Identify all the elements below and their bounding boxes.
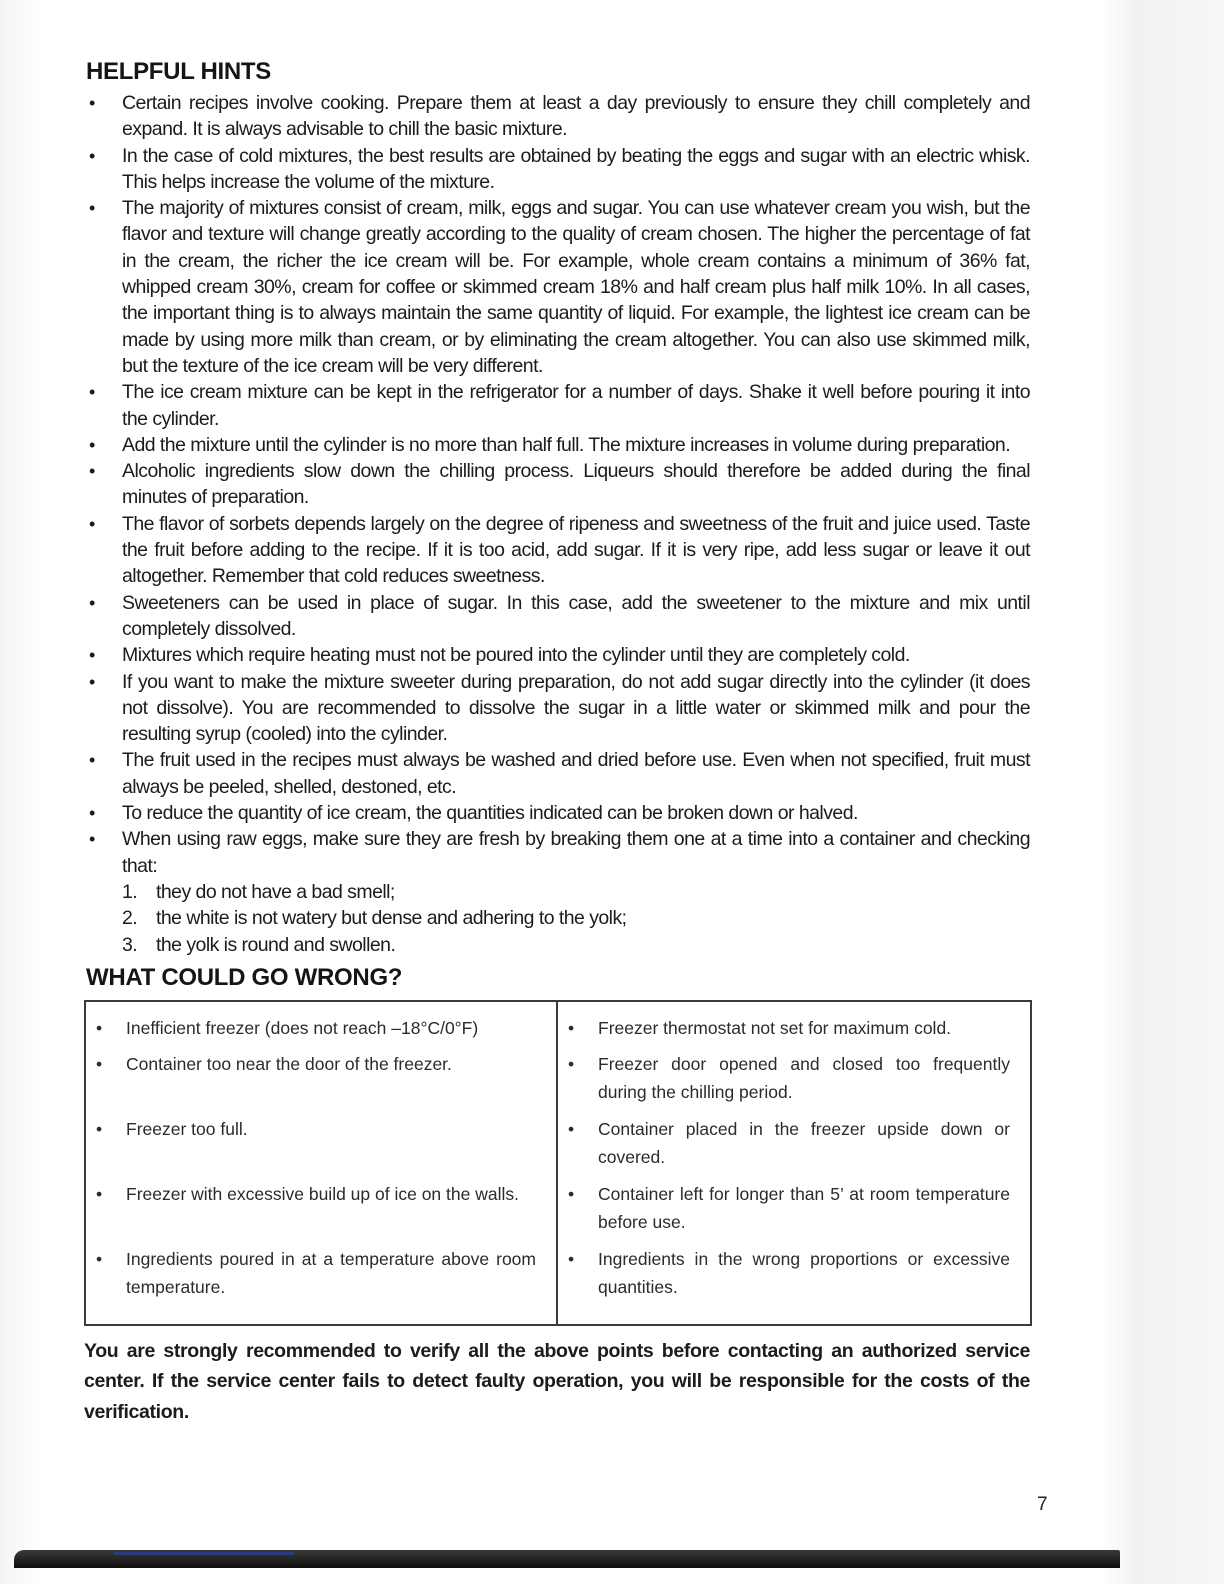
what-could-go-wrong-heading: WHAT COULD GO WRONG?	[86, 963, 403, 991]
bullet-icon: •	[568, 1248, 575, 1269]
egg-check-item: 3. the yolk is round and swollen.	[122, 933, 396, 956]
hint-item: • The fruit used in the recipes must always be washed and dried before use. Even when not specified, fruit must always be peeled, shelled, destoned, etc.	[89, 749, 1030, 798]
bullet-icon: •	[96, 1248, 103, 1269]
hint-item: • The majority of mixtures consist of cream, milk, eggs and sugar. You can use whatever cream you wish, but the flavor and texture will change greatly according to the quality of cream chosen. The higher the percentage of fat in the cream, the richer the ice cream will be. For example, whole cream contains a minimum of 36% fat, whipped cream 30%, cream for coffee or skimmed cream 18% and half cream plus half milk 10%. In all cases, the important thing is to always maintain the same quantity of liquid. For example, the lightest ice cream can be made by using more milk than cream, or by eliminating the cream altogether. You can also use skimmed milk, but the texture of the ice cream will be very different.	[89, 197, 1030, 377]
troubleshooting-table	[84, 1000, 1032, 1326]
service-warning: You are strongly recommended to verify all the above points before contacting an authorized service center. If the service center fails to detect faulty operation, you will be responsible for the costs of the verification.	[84, 1339, 1030, 1423]
bullet-icon: •	[568, 1183, 575, 1204]
bullet-icon: •	[568, 1053, 575, 1074]
troubleshooting-right-column	[558, 1002, 1030, 1324]
helpful-hints-heading: HELPFUL HINTS	[86, 58, 271, 85]
bullet-icon: •	[89, 145, 95, 166]
egg-check-item: 1. they do not have a bad smell;	[122, 880, 395, 903]
bullet-icon: •	[96, 1053, 103, 1074]
page-number: 7	[1037, 1494, 1048, 1515]
egg-check-item: 2. the white is not watery but dense and adhering to the yolk;	[122, 907, 627, 930]
egg-check-list	[84, 879, 1030, 958]
bullet-icon: •	[96, 1017, 103, 1038]
bullet-icon: •	[89, 434, 95, 455]
bullet-icon: •	[568, 1118, 575, 1139]
trouble-cause: • Freezer with excessive build up of ice on the walls.	[86, 1180, 556, 1245]
hint-item: • When using raw eggs, make sure they are fresh by breaking them one at a time into a container and checking that:	[89, 828, 1030, 877]
bullet-icon: •	[89, 198, 95, 219]
trouble-cause: • Container left for longer than 5’ at room temperature before use.	[558, 1180, 1030, 1245]
bullet-icon: •	[89, 592, 95, 613]
manual-page-content	[84, 58, 1030, 1427]
hint-item: • Mixtures which require heating must not be poured into the cylinder until they are completely cold.	[84, 642, 1030, 668]
trouble-cause: • Container placed in the freezer upside down or covered.	[558, 1115, 1030, 1180]
bullet-icon: •	[96, 1118, 103, 1139]
bullet-icon: •	[89, 461, 95, 482]
hint-item: • To reduce the quantity of ice cream, the quantities indicated can be broken down or halved.	[84, 800, 1030, 826]
trouble-cause: • Freezer too full.	[86, 1115, 556, 1180]
hint-item: • The flavor of sorbets depends largely on the degree of ripeness and sweetness of the fruit and juice used. Taste the fruit before adding to the recipe. If it is too acid, add sugar. If it is very ripe, add less sugar or leave it out altogether. Remember that cold reduces sweetness.	[89, 512, 1030, 588]
trouble-cause: • Container too near the door of the freezer.	[86, 1050, 556, 1115]
bullet-icon: •	[89, 513, 95, 534]
bullet-icon: •	[89, 803, 95, 824]
bullet-icon: •	[568, 1017, 575, 1038]
trouble-cause: • Inefficient freezer (does not reach –18°C/0°F)	[86, 1014, 556, 1050]
hint-item: • Certain recipes involve cooking. Prepare them at least a day previously to ensure they chill completely and expand. It is always advisable to chill the basic mixture.	[89, 92, 1030, 141]
hint-item: • Sweeteners can be used in place of sugar. In this case, add the sweetener to the mixture and mix until completely dissolved.	[89, 591, 1030, 640]
hint-item: • In the case of cold mixtures, the best results are obtained by beating the eggs and sugar with an electric whisk. This helps increase the volume of the mixture.	[89, 144, 1030, 193]
bullet-icon: •	[89, 829, 95, 850]
helpful-hints-list	[84, 90, 1030, 879]
scan-edge-bar	[14, 1550, 1120, 1568]
trouble-cause: • Ingredients in the wrong proportions or excessive quantities.	[558, 1245, 1030, 1310]
hint-item: • Alcoholic ingredients slow down the chilling process. Liqueurs should therefore be added during the final minutes of preparation.	[89, 460, 1030, 509]
bullet-icon: •	[89, 645, 95, 666]
bullet-icon: •	[89, 671, 95, 692]
hint-item: • If you want to make the mixture sweeter during preparation, do not add sugar directly into the cylinder (it does not dissolve). You are recommended to dissolve the sugar in a little water or skimmed milk and pour the resulting syrup (cooled) into the cylinder.	[89, 670, 1030, 746]
hint-item: • The ice cream mixture can be kept in the refrigerator for a number of days. Shake it well before pouring it into the cylinder.	[89, 381, 1030, 430]
bullet-icon: •	[89, 382, 95, 403]
trouble-cause: • Freezer thermostat not set for maximum cold.	[558, 1014, 1030, 1050]
troubleshooting-left-column	[86, 1002, 558, 1324]
scan-edge-accent	[114, 1552, 294, 1555]
bullet-icon: •	[96, 1183, 103, 1204]
hint-item: • Add the mixture until the cylinder is no more than half full. The mixture increases in volume during preparation.	[84, 432, 1030, 458]
bullet-icon: •	[89, 750, 95, 771]
trouble-cause: • Freezer door opened and closed too frequently during the chilling period.	[558, 1050, 1030, 1115]
bullet-icon: •	[89, 93, 95, 113]
trouble-cause: • Ingredients poured in at a temperature above room temperature.	[86, 1245, 556, 1310]
